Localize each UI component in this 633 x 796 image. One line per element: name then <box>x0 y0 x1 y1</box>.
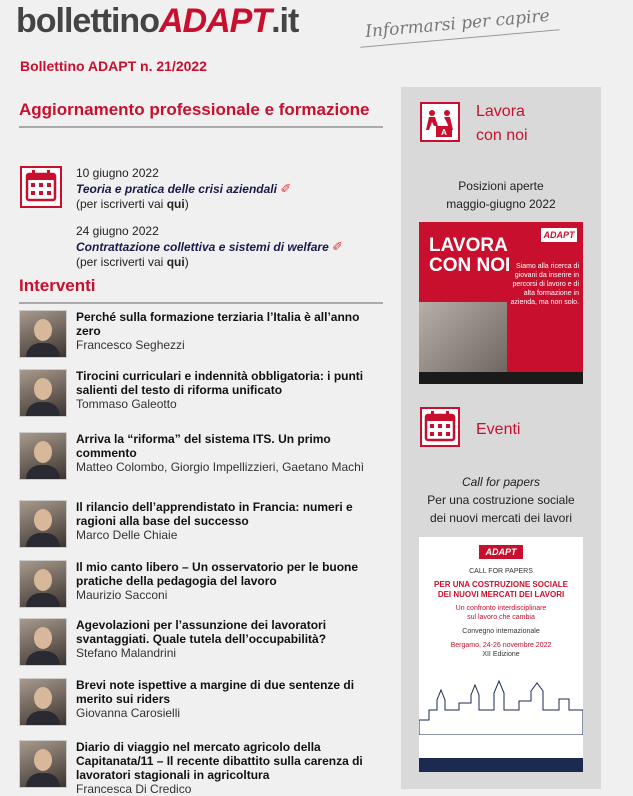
banner-headline-line1: PER UNA COSTRUZIONE SOCIALE <box>434 580 568 589</box>
header <box>0 0 633 50</box>
pdf-icon[interactable]: ✐ <box>332 239 343 254</box>
svg-text:A: A <box>441 128 447 137</box>
banner-footer <box>419 372 583 384</box>
aggiornamento-title: Aggiornamento professionale e formazione <box>19 100 383 128</box>
article-author: Tommaso Galeotto <box>76 397 177 411</box>
banner-sub-line1: Un confronto interdisciplinare <box>455 605 547 612</box>
author-photo <box>19 310 67 358</box>
article-author: Matteo Colombo, Giorgio Impellizzieri, Gaetano Machì <box>76 460 365 474</box>
author-photo <box>19 432 67 480</box>
banner-call: CALL FOR PAPERS <box>469 568 533 575</box>
banner-footer <box>419 758 583 772</box>
banner-logo: ADAPT <box>479 545 523 559</box>
banner-headline-line2: CON NOI <box>429 255 511 276</box>
subscribe-link[interactable]: qui <box>166 255 185 269</box>
author-photo <box>19 678 67 726</box>
subscribe-text-end: ) <box>184 255 189 269</box>
article-title-link[interactable]: Il rilancio dell’apprendistato in Francia: numeri e ragioni alla base del successo <box>76 500 353 528</box>
author-photo <box>19 369 67 417</box>
events-block <box>19 136 383 269</box>
article-author: Giovanna Carosielli <box>76 706 181 720</box>
event-item <box>76 224 343 270</box>
event-subscribe <box>76 197 291 212</box>
article-author: Francesca Di Credico <box>76 782 192 796</box>
lavora-text-line2: maggio-giugno 2022 <box>446 197 556 211</box>
event-date: 24 giugno 2022 <box>76 224 159 238</box>
eventi-text-line3: dei nuovi mercati dei lavori <box>429 511 573 525</box>
interventi-section <box>19 276 383 304</box>
lavora-description <box>401 177 601 213</box>
tagline: Informarsi per capire <box>364 5 551 43</box>
lavora-title[interactable] <box>476 100 528 148</box>
lavora-title-line1: Lavora <box>476 103 525 120</box>
author-photo <box>19 500 67 548</box>
lavora-text-line1: Posizioni aperte <box>458 179 544 193</box>
lavora-title-line2: con noi <box>476 127 528 144</box>
banner-logo: ADAPT <box>541 228 577 242</box>
article-author: Stefano Malandrini <box>76 646 177 660</box>
issue-number: Bollettino ADAPT n. 21/2022 <box>20 58 207 74</box>
aggiornamento-section <box>19 100 383 269</box>
subscribe-text: (per iscriverti vai <box>76 255 167 269</box>
article-title-link[interactable]: Arriva la “riforma” del sistema ITS. Un primo commento <box>76 432 331 460</box>
author-photo <box>19 618 67 666</box>
article-title-link[interactable]: Brevi note ispettive a margine di due sentenze di merito sui riders <box>76 678 355 706</box>
article-author: Francesco Seghezzi <box>76 338 185 352</box>
event-date: 10 giugno 2022 <box>76 166 159 180</box>
eventi-description <box>401 473 601 527</box>
call-for-papers-banner[interactable] <box>419 537 583 772</box>
eventi-title[interactable]: Eventi <box>476 421 521 438</box>
article-title-link[interactable]: Tirocini curriculari e indennità obbligatoria: i punti salienti del testo di riforma unificato <box>76 369 364 397</box>
work-with-us-icon <box>420 102 460 142</box>
logo-brand: ADAPT <box>158 2 272 40</box>
calendar-icon <box>20 166 62 208</box>
city-skyline-image <box>419 665 583 735</box>
banner-body: Siamo alla ricerca di giovani da inserire in percorsi di lavoro e di alta formazione in azienda, ma non solo. <box>510 263 579 306</box>
eventi-text-line2: Per una costruzione sociale <box>427 493 575 507</box>
interventi-title: Interventi <box>19 276 383 304</box>
calendar-icon <box>420 407 460 447</box>
author-photo <box>19 740 67 788</box>
article-title-link[interactable]: Agevolazioni per l’assunzione dei lavoratori svantaggiati. Quale tutela dell’occupabilità? <box>76 618 327 646</box>
banner-edition: XII Edizione <box>482 651 520 658</box>
article-author: Maurizio Sacconi <box>76 588 168 602</box>
event-item <box>76 166 291 212</box>
event-title-link[interactable]: Contrattazione collettiva e sistemi di welfare <box>76 240 329 254</box>
banner-headline-line2: DEI NUOVI MERCATI DEI LAVORI <box>437 590 565 599</box>
article-title-link[interactable]: Il mio canto libero – Un osservatorio per le buone pratiche della pedagogia del lavoro <box>76 560 359 588</box>
logo-suffix: .it <box>271 2 299 40</box>
banner-convegno: Convegno internazionale <box>462 628 540 635</box>
subscribe-text-end: ) <box>184 197 189 211</box>
site-logo[interactable] <box>16 2 298 41</box>
author-photo <box>19 560 67 608</box>
eventi-text-line1: Call for papers <box>461 475 541 489</box>
lavora-banner[interactable] <box>419 222 583 384</box>
pdf-icon[interactable]: ✐ <box>280 181 292 196</box>
banner-place-date: Bergamo, 24-26 novembre 2022 <box>450 642 552 649</box>
subscribe-text: (per iscriverti vai <box>76 197 167 211</box>
article-author: Marco Delle Chiaie <box>76 528 178 542</box>
article-title-link[interactable]: Diario di viaggio nel mercato agricolo della Capitanata/11 – Il recente dibattito sulla carenza di lavoratori stagionali in agricoltura <box>76 740 363 782</box>
subscribe-link[interactable]: qui <box>166 197 185 211</box>
banner-sub-line2: sul lavoro che cambia <box>467 614 535 621</box>
event-title-link[interactable]: Teoria e pratica delle crisi aziendali <box>76 182 277 196</box>
article-title-link[interactable]: Perché sulla formazione terziaria l’Italia è all’anno zero <box>76 310 360 338</box>
banner-headline-line1: LAVORA <box>429 235 508 256</box>
banner-headline <box>429 236 510 276</box>
event-subscribe <box>76 255 343 270</box>
sidebar <box>401 87 601 789</box>
logo-main: bollettino <box>16 2 159 40</box>
